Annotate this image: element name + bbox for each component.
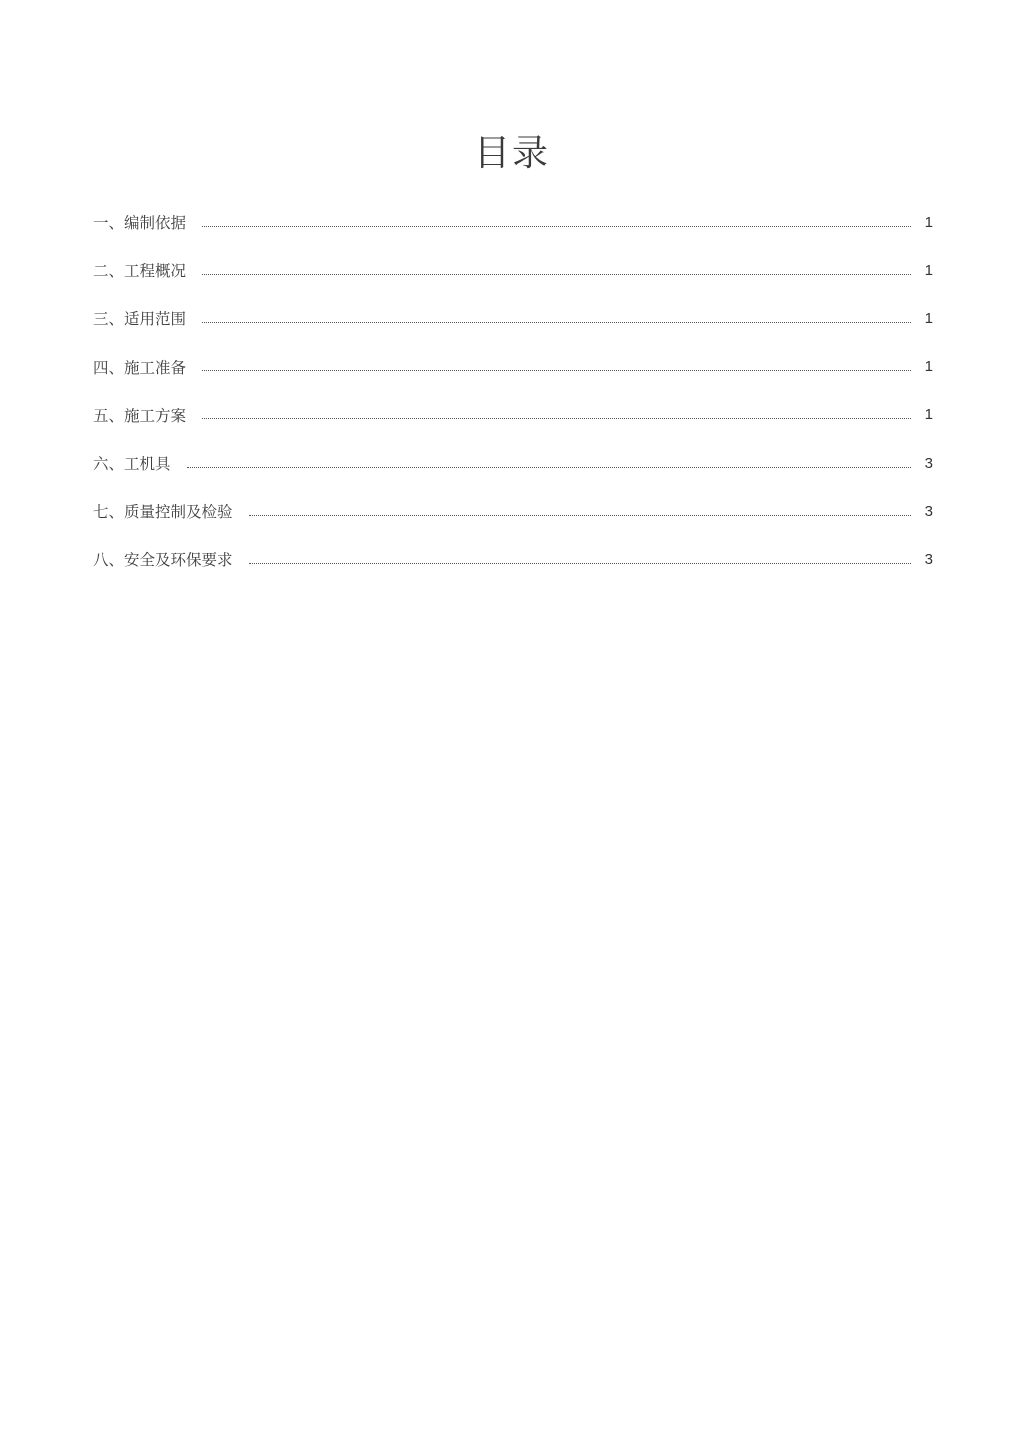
toc-title: 目录 [473, 133, 550, 174]
toc-entry-number: 二、 [93, 262, 125, 281]
toc-entry-number: 五、 [93, 406, 125, 425]
toc-entry-page: 1 [924, 213, 933, 231]
toc-entry-page: 1 [924, 358, 933, 376]
toc-entry-label: 编制依据 [124, 214, 187, 233]
toc-entry-label: 施工方案 [124, 406, 187, 425]
toc-entry-label: 工程概况 [124, 262, 187, 281]
toc-entry[interactable] [93, 535, 933, 583]
toc-entry[interactable] [93, 343, 933, 391]
toc-entry[interactable] [93, 439, 933, 487]
toc-entry[interactable] [93, 246, 933, 294]
toc-entry-label: 施工准备 [124, 358, 187, 377]
toc-entry-page: 1 [924, 406, 933, 424]
toc-entry-number: 四、 [93, 358, 125, 377]
toc-entry[interactable] [93, 198, 933, 246]
toc-entry-page: 1 [924, 309, 933, 327]
toc-entry-page: 3 [924, 502, 933, 520]
toc-entry-page: 3 [924, 454, 933, 472]
toc-entry-number: 七、 [93, 503, 125, 522]
toc-entry-label: 适用范围 [124, 310, 187, 329]
toc-entry-number: 六、 [93, 455, 125, 474]
toc-entry-number: 一、 [93, 214, 125, 233]
toc-entry-label: 安全及环保要求 [124, 551, 233, 570]
toc-entry[interactable] [93, 487, 933, 535]
dot-leader [202, 226, 911, 227]
toc-entry[interactable] [93, 391, 933, 439]
toc-entry-label: 质量控制及检验 [124, 503, 233, 522]
toc-entry-number: 八、 [93, 551, 125, 570]
toc-entry-page: 3 [924, 550, 933, 568]
dot-leader [249, 563, 911, 564]
toc-list [93, 198, 933, 584]
toc-entry-page: 1 [924, 261, 933, 279]
toc-entry-label: 工机具 [124, 455, 171, 474]
dot-leader [202, 274, 911, 275]
dot-leader [202, 370, 911, 371]
dot-leader [249, 515, 911, 516]
dot-leader [202, 322, 911, 323]
dot-leader [187, 467, 911, 468]
toc-entry[interactable] [93, 294, 933, 342]
dot-leader [202, 418, 911, 419]
toc-entry-number: 三、 [93, 310, 125, 329]
